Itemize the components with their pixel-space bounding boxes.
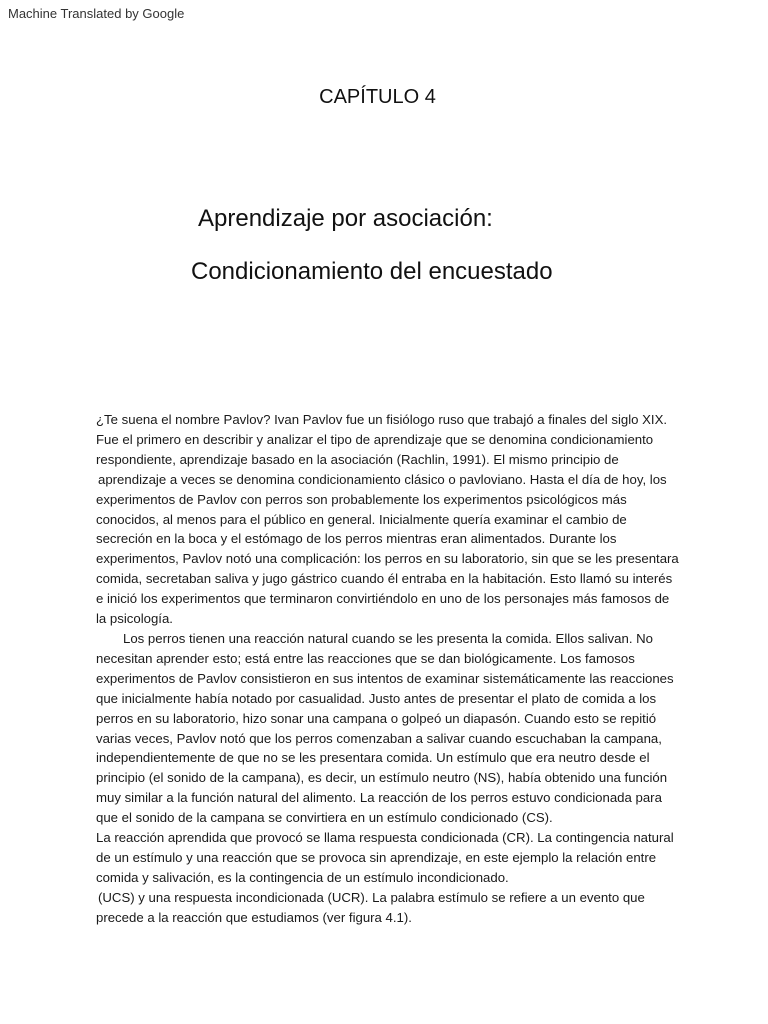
body-line: precede a la reacción que estudiamos (ver figura 4.1). xyxy=(96,909,412,925)
body-line: e inició los experimentos que terminaron convirtiéndolo en uno de los personajes más famosos de xyxy=(96,591,670,607)
chapter-title-line-1: Aprendizaje por asociación: xyxy=(198,205,493,232)
body-line: respondiente, aprendizaje basado en la asociación (Rachlin, 1991). El mismo principio de xyxy=(96,451,619,467)
chapter-heading: CAPÍTULO 4 xyxy=(319,86,436,108)
body-line: comida, secretaban saliva y jugo gástrico cuando él entraba en la habitación. Esto llamó su interés xyxy=(96,571,673,587)
body-line: necesitan aprender esto; está entre las reacciones que se dan biológicamente. Los famosos xyxy=(96,650,635,666)
body-line: de un estímulo y una reacción que se provoca sin aprendizaje, en este ejemplo la relación entre xyxy=(96,849,657,865)
body-line: que inicialmente había notado por casualidad. Justo antes de presentar el plato de comida a los xyxy=(96,690,657,706)
body-line: varias veces, Pavlov notó que los perros comenzaban a salivar cuando escuchaban la campana, xyxy=(96,730,662,746)
body-line: experimentos, Pavlov notó una complicación: los perros en su laboratorio, sin que se les presentara xyxy=(96,551,679,567)
machine-translation-banner: Machine Translated by Google xyxy=(8,6,185,21)
body-line: perros en su laboratorio, hizo sonar una campana o golpeó un diapasón. Cuando esto se repitió xyxy=(96,710,657,726)
chapter-title-line-2: Condicionamiento del encuestado xyxy=(191,258,553,285)
body-line: principio (el sonido de la campana), es decir, un estímulo neutro (NS), había obtenido una función xyxy=(96,770,668,786)
body-line: comida y salivación, es la contingencia de un estímulo incondicionado. xyxy=(96,869,509,885)
body-line: (UCS) y una respuesta incondicionada (UCR). La palabra estímulo se refiere a un evento que xyxy=(98,889,645,905)
body-line: Fue el primero en describir y analizar el tipo de aprendizaje que se denomina condicionamiento xyxy=(96,431,654,447)
body-line: aprendizaje a veces se denomina condicionamiento clásico o pavloviano. Hasta el día de hoy, los xyxy=(98,471,667,487)
body-line: conocidos, al menos para el público en general. Inicialmente quería examinar el cambio de xyxy=(96,511,627,527)
body-line: ¿Te suena el nombre Pavlov? Ivan Pavlov fue un fisiólogo ruso que trabajó a finales del siglo XIX. xyxy=(96,412,668,427)
body-line: independientemente de que no se les presentara comida. Un estímulo que era neutro desde el xyxy=(96,750,650,766)
body-line: experimentos de Pavlov consistieron en sus intentos de examinar sistemáticamente las reacciones xyxy=(96,670,674,686)
body-text xyxy=(96,410,706,928)
body-line: experimentos de Pavlov con perros son probablemente los experimentos psicológicos más xyxy=(96,491,627,507)
body-line: secreción en la boca y el estómago de los perros mientras eran alimentados. Durante los xyxy=(96,531,617,547)
body-line: La reacción aprendida que provocó se llama respuesta condicionada (CR). La contingencia natural xyxy=(96,830,674,846)
body-line: la psicología. xyxy=(96,611,173,627)
body-line: muy similar a la función natural del alimento. La reacción de los perros estuvo condicionada para xyxy=(96,790,662,806)
body-line: que el sonido de la campana se convirtiera en un estímulo condicionado (CS). xyxy=(96,810,553,826)
paragraph-first-line: Los perros tienen una reacción natural cuando se les presenta la comida. Ellos salivan. No xyxy=(123,630,654,646)
